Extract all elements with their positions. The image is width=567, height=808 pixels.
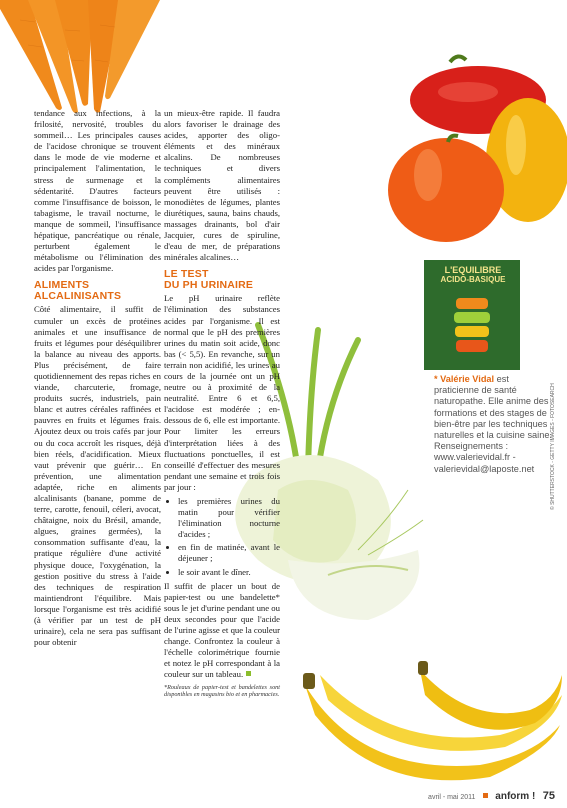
end-mark — [246, 671, 251, 676]
list-item: • le soir avant le dîner. — [178, 567, 280, 578]
book-cover-fruit — [450, 294, 494, 358]
author-contact: Renseignements : www.valerievidal.fr - valerievidal@laposte.net — [434, 441, 535, 474]
section-heading: ALIMENTS ALCALINISANTS — [34, 279, 122, 303]
issue-date: avril - mai 2011 — [428, 794, 476, 801]
carrots-image — [0, 0, 170, 115]
bananas-image — [300, 655, 567, 785]
book-cover — [424, 260, 520, 370]
photo-credit: © SHUTTERSTOCK - GETTY IMAGES - FOTOSEARCH — [550, 383, 556, 510]
page-number: 75 — [542, 790, 555, 802]
footnote: *Rouleaux de papier-test et bandelettes sont disponibles en magasins bio et en pharmacies. — [164, 683, 280, 698]
magazine-name: anform ! — [495, 791, 536, 802]
article-right-column — [164, 108, 280, 698]
author-name: * Valérie Vidal — [434, 374, 495, 384]
article-left-column — [34, 108, 161, 651]
body-paragraph: Côté alimentaire, il suffit de cumuler un excès de protéines animales et une insuffisance de fruits et légumes pour déséquilibrer la balance au niveau des apports. Plus précisément, de faire quotidiennement des repas riches en viande, charcuterie, fromage, produits sucrés, industriels, pain blanc et autres céréales raffinées et pauvres en fruits et légumes frais. Ajoutez deux ou trois cafés par jour ou du coca accroît les risques, déjà bien réels, d'acidification. Mieux vaut prévenir que guérir… En prévention, une alimentation adaptée, riche en aliments alcalinisants (banane, pomme de terre, carotte, fenouil, céleri, avocat, châtaigne, noix du Brésil, amande, algues, graines germées), la consommation suffisante d'eau, la pratique régulière d'une activité physique douce, l'oxygénation, la gestion positive du stress à l'aide des techniques de respiration maintiendront l'équilibre. Mais lorsque l'organisme est très acidifié (à vérifier par un test de pH urinaire), cela ne sera pas suffisant pour obtenir — [34, 304, 161, 648]
book-title: L'EQUILIBRE ACIDO-BASIQUE — [440, 265, 506, 284]
body-paragraph: Il suffit de placer un bout de papier-test ou une bandelette* sous le jet d'urine pendant une ou deux secondes pour que l'acide de l'urine agisse et que la couleur change. Confrontez la couleur à l'échelle colorimétrique fournie et notez le pH correspondant à la couleur sur un tableau. — [164, 580, 280, 680]
body-paragraph: tendance aux infections, à la frilosité, nervosité, troubles du sommeil… Les principales causes de l'acidose chronique se trouvent dans le mode de vie moderne et principalement l'alimentation, le stress de surmenage et la sédentarité. D'autres facteurs comme l'insuffisance de boisson, le tabagisme, le travail nocturne, le manque de sommeil, l'insuffisance hépatique, pancréatique ou rénale, perturbent également le métabolisme ou l'élimination des acides par l'organisme. — [34, 108, 161, 274]
section-heading: LE TEST DU PH URINAIRE — [164, 268, 254, 292]
list-item: • en fin de matinée, avant le déjeuner ; — [178, 542, 280, 564]
peppers-image — [388, 50, 567, 250]
page-footer — [428, 786, 555, 804]
author-bio: est praticienne de santé naturopathe. Elle anime des formations et des stages de bien-être par les techniques naturelles et la cuisine saine. — [434, 374, 552, 441]
bullet-list — [164, 496, 280, 578]
list-item: • les premières urines du matin pour vérifier l'élimination nocturne d'acides ; — [178, 496, 280, 540]
author-box — [434, 374, 552, 475]
body-paragraph: Le pH urinaire reflète l'élimination des substances acides par l'organisme. Il est normal que le pH des premières urines du matin soit acide, donc bas (< 5,5). En revanche, sur un terrain non acidifié, les urines au cours de la journée ont un pH neutre ou à proximité de la neutralité. Entre 6 et 6,5, l'acidose est modérée ; en-dessous de 6, elle est importante. Pour limiter les erreurs d'interprétation liées à des fluctuations ponctuelles, il est conseillé d'effectuer des mesures pendant une semaine et trois fois par jour : — [164, 293, 280, 492]
footer-square — [483, 793, 488, 798]
body-paragraph: un mieux-être rapide. Il faudra alors favoriser le drainage des acides, apporter des oligo-éléments et des minéraux alcalins. De nombreuses techniques et divers compléments alimentaires peuvent être utilisés : monodiètes de légumes, plantes diurétiques, sauna, bains chauds, massages drainants, bol d'air Jacquier, cures de spiruline, d'eau de mer, de préparations minérales alcalines… — [164, 108, 280, 263]
